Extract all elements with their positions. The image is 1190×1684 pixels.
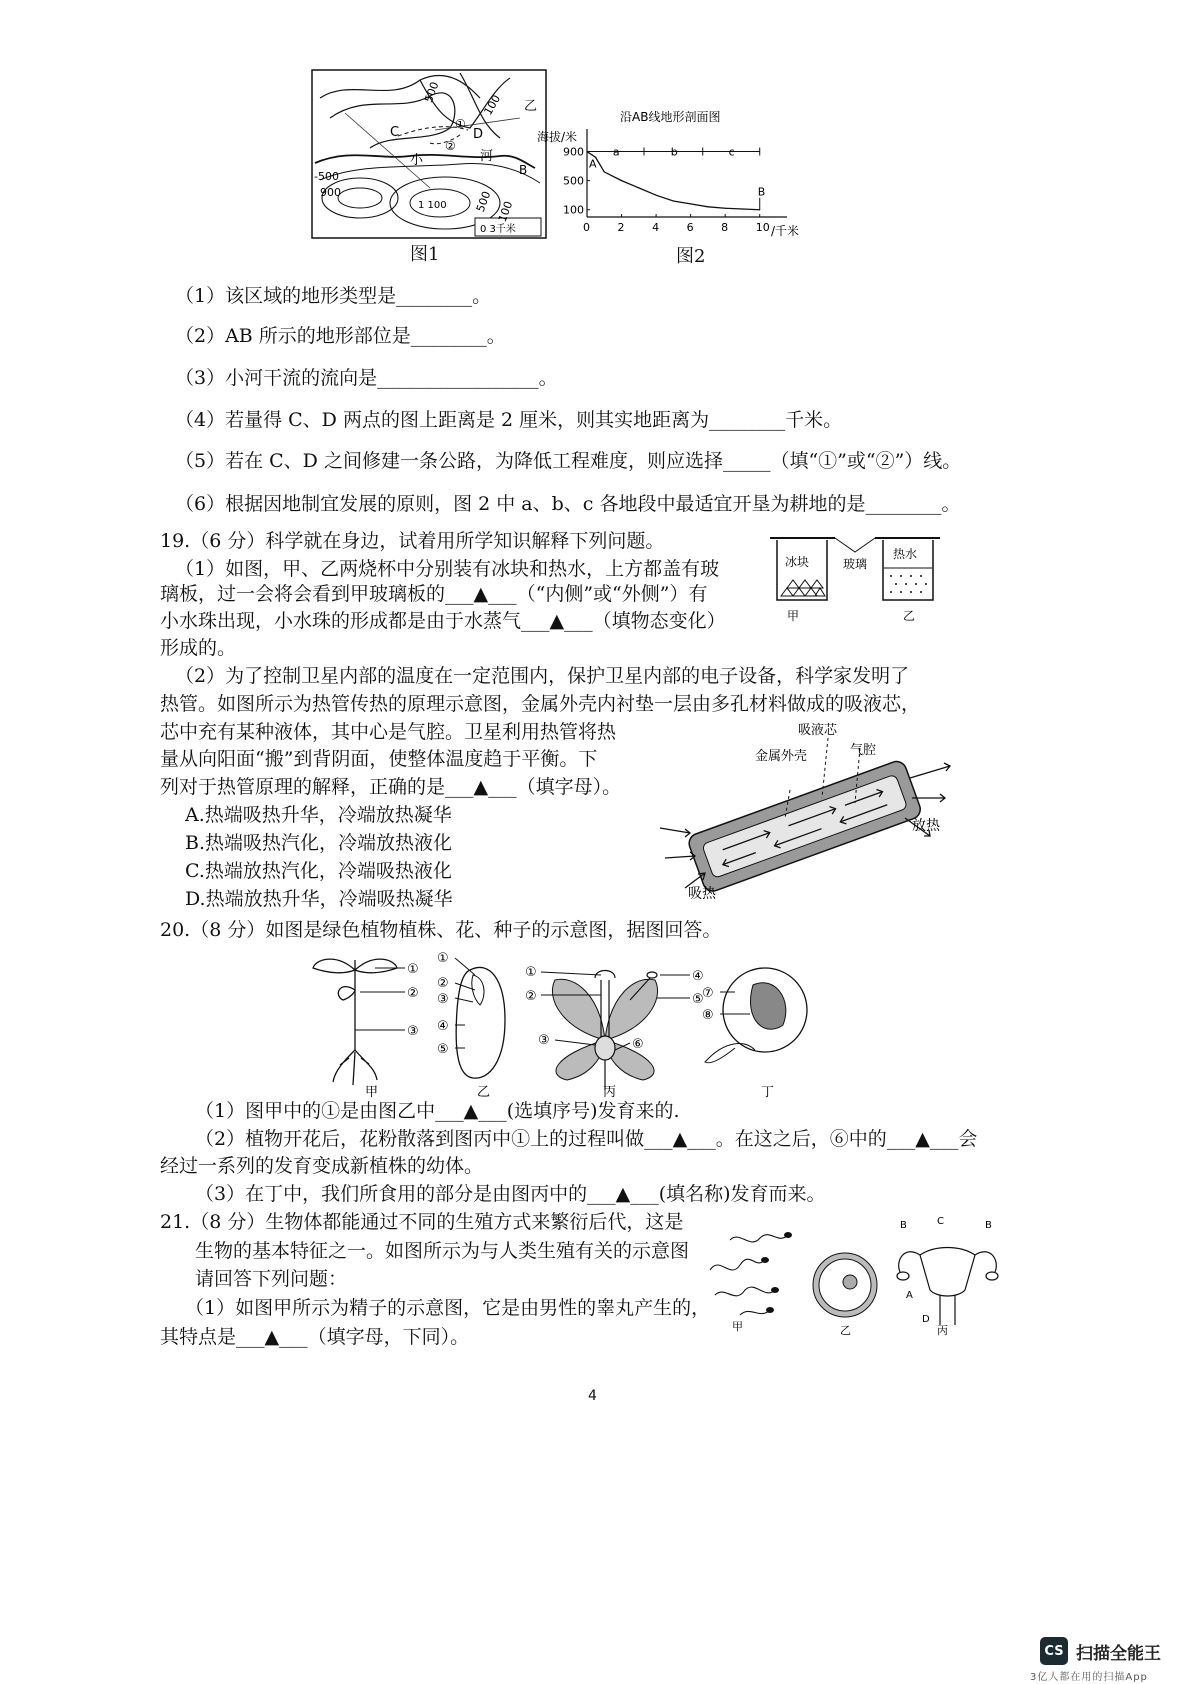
chart-ylabel: 海拔/米 bbox=[537, 130, 578, 144]
q19-option-c: C.热端放热汽化，冷端吸热液化 bbox=[185, 860, 452, 882]
chart-point bbox=[673, 200, 674, 201]
chart-y-tick-label: 900 bbox=[563, 145, 584, 159]
q20-part1: （1）图甲中的①是由图乙中___▲___(选填序号)发育来的. bbox=[195, 1100, 680, 1122]
chart-y-tick-label: 100 bbox=[563, 203, 584, 217]
q19-option-a: A.热端吸热升华，冷端放热凝华 bbox=[185, 804, 452, 826]
q21-line2: 生物的基本特征之一。如图所示为与人类生殖有关的示意图 bbox=[195, 1240, 690, 1262]
chart-segment-label: b bbox=[670, 145, 678, 159]
q18-part2: （2）AB 所示的地形部位是________。 bbox=[175, 325, 506, 347]
svg-text:B: B bbox=[900, 1220, 907, 1231]
heat-pipe-absorb-label: 吸热 bbox=[688, 886, 716, 902]
svg-text:②: ② bbox=[437, 976, 449, 991]
chart-x-tick-label: 6 bbox=[686, 221, 694, 234]
svg-text:⑦: ⑦ bbox=[702, 986, 714, 1001]
svg-text:④: ④ bbox=[437, 1019, 449, 1034]
figure-20-plant-diagrams bbox=[305, 940, 845, 1100]
q21-heading: 21.（8 分）生物体都能通过不同的生殖方式来繁衍后代，这是 bbox=[160, 1211, 684, 1233]
figure-19-beakers bbox=[765, 530, 945, 630]
q19-p2-line1: （2）为了控制卫星内部的温度在一定范围内，保护卫星内部的电子设备，科学家发明了 bbox=[175, 665, 910, 687]
chart-segment-label: a bbox=[612, 145, 620, 159]
fig1-river-2: 河 bbox=[480, 149, 494, 164]
svg-text:B: B bbox=[985, 1220, 992, 1231]
chart-point bbox=[638, 187, 639, 188]
fig1-label-circle1: ① bbox=[455, 117, 466, 131]
svg-text:④: ④ bbox=[692, 969, 704, 984]
q19-heading: 19.（6 分）科学就在身边，试着用所学知识解释下列问题。 bbox=[160, 530, 665, 552]
q21-line3: 请回答下列问题： bbox=[195, 1268, 348, 1290]
chart-x-tick-label: 0 bbox=[583, 221, 590, 234]
chart-point bbox=[725, 208, 726, 209]
q19-option-d: D.热端放热升华，冷端吸热凝华 bbox=[185, 888, 453, 910]
fig1-contour-500b: -500 bbox=[314, 170, 339, 183]
svg-text:①: ① bbox=[525, 965, 537, 980]
q20-part2-line2: 经过一系列的发育变成新植株的幼体。 bbox=[160, 1155, 484, 1177]
svg-text:③: ③ bbox=[407, 1024, 419, 1039]
fig20-yi-label: 乙 bbox=[477, 1085, 491, 1100]
chart-title: 沿AB线地形剖面图 bbox=[620, 110, 721, 124]
fig1-contour-500a: 500 bbox=[422, 80, 442, 105]
fig1-contour-500c: 500 bbox=[473, 189, 494, 214]
page-number: 4 bbox=[588, 1388, 597, 1404]
fig1-label-yi: 乙 bbox=[524, 99, 538, 114]
fig1-scale: 0 3千米 bbox=[480, 224, 516, 235]
q18-part4: （4）若量得 C、D 两点的图上距离是 2 厘米，则其实地距离为________千米。 bbox=[175, 409, 843, 431]
q19-p2-line4: 量从向阳面“搬”到背阴面，使整体温度趋于平衡。下 bbox=[160, 748, 598, 770]
chart-y-tick-label: 500 bbox=[563, 174, 584, 188]
chart-x-tick-label: 2 bbox=[617, 221, 625, 234]
fig1-river-1: 小 bbox=[410, 153, 424, 168]
figure-2-caption: 图2 bbox=[676, 246, 706, 267]
fig1-label-circle2: ② bbox=[445, 139, 456, 153]
fig21-bing-label: 丙 bbox=[937, 1324, 948, 1337]
fig20-jia-label: 甲 bbox=[365, 1085, 379, 1100]
svg-text:⑥: ⑥ bbox=[632, 1037, 644, 1052]
svg-text:⑤: ⑤ bbox=[437, 1042, 449, 1057]
chart-x-tick-label: 8 bbox=[721, 221, 729, 234]
fig1-contour-1100: 1 100 bbox=[418, 200, 447, 211]
chart-point bbox=[707, 206, 708, 207]
chart-segment-label: c bbox=[728, 145, 735, 159]
svg-text:①: ① bbox=[407, 962, 419, 977]
chart-xlabel: /千米 bbox=[771, 224, 800, 238]
fig1-label-c: C bbox=[390, 125, 400, 140]
q19-option-b: B.热端吸热汽化，冷端放热液化 bbox=[185, 832, 453, 854]
fig1-contour-900a: 900 bbox=[320, 186, 341, 199]
fig19-jia-label: 甲 bbox=[787, 609, 800, 623]
heat-pipe-shell-label: 金属外壳 bbox=[755, 749, 808, 764]
fig21-yi-label: 乙 bbox=[840, 1324, 851, 1337]
fig1-label-d: D bbox=[473, 127, 484, 142]
fig20-ding-label: 丁 bbox=[761, 1085, 775, 1100]
figure-19-heat-pipe bbox=[650, 718, 960, 908]
scanner-watermark bbox=[1040, 1637, 1161, 1665]
chart-point bbox=[655, 195, 656, 196]
chart-point bbox=[742, 208, 743, 209]
svg-text:A: A bbox=[906, 1290, 913, 1301]
q18-part1: （1）该区域的地形类型是________。 bbox=[175, 285, 492, 307]
q19-p1-line3: 小水珠出现，小水珠的形成都是由于水蒸气___▲___（填物态变化） bbox=[160, 610, 726, 632]
q19-p1-line4: 形成的。 bbox=[160, 637, 237, 659]
q21-line4: （1）如图甲所示为精子的示意图，它是由男性的睾丸产生的， bbox=[185, 1297, 711, 1319]
scanner-app-name: 扫描全能王 bbox=[1076, 1643, 1161, 1664]
q19-p2-line3: 芯中充有某种液体，其中心是气腔。卫星利用热管将热 bbox=[160, 721, 617, 743]
heat-pipe-cavity-label: 气腔 bbox=[850, 743, 877, 758]
fig1-contour-100c: 100 bbox=[495, 199, 516, 224]
svg-text:②: ② bbox=[525, 989, 537, 1004]
svg-text:③: ③ bbox=[538, 1033, 550, 1048]
q19-p1-line1: （1）如图，甲、乙两烧杯中分别装有冰块和热水，上方都盖有玻 bbox=[175, 558, 720, 580]
heat-pipe-wick-label: 吸液芯 bbox=[798, 723, 838, 738]
figure-1-caption: 图1 bbox=[410, 244, 440, 265]
figure-2-profile-chart bbox=[535, 105, 805, 240]
svg-text:①: ① bbox=[437, 951, 449, 966]
fig1-contour-100a: 100 bbox=[481, 92, 504, 118]
svg-text:D: D bbox=[922, 1314, 930, 1325]
fig19-glass-label: 玻璃 bbox=[843, 557, 868, 571]
chart-point bbox=[586, 151, 587, 152]
fig19-yi-label: 乙 bbox=[903, 609, 916, 623]
chart-point bbox=[621, 180, 622, 181]
fig19-ice-label: 冰块 bbox=[785, 555, 810, 569]
fig21-jia-label: 甲 bbox=[732, 1320, 743, 1333]
chart-point bbox=[690, 203, 691, 204]
fig20-bing-label: 丙 bbox=[603, 1085, 617, 1100]
cs-logo-icon: CS bbox=[1040, 1637, 1068, 1665]
svg-text:②: ② bbox=[407, 986, 419, 1001]
q19-p2-line5: 列对于热管原理的解释，正确的是___▲___（填字母）。 bbox=[160, 776, 622, 798]
scanner-app-tagline: 3亿人都在用的扫描App bbox=[1030, 1672, 1148, 1683]
q18-part3: （3）小河干流的流向是_________________。 bbox=[175, 367, 558, 389]
fig19-hotwater-label: 热水 bbox=[893, 547, 918, 561]
svg-text:C: C bbox=[937, 1216, 944, 1227]
chart-label-a: A bbox=[589, 157, 597, 171]
svg-text:③: ③ bbox=[437, 992, 449, 1007]
svg-text:⑤: ⑤ bbox=[692, 992, 704, 1007]
q20-heading: 20.（8 分）如图是绿色植物植株、花、种子的示意图，据图回答。 bbox=[160, 919, 722, 941]
q20-part2-line1: （2）植物开花后，花粉散落到图丙中①上的过程叫做___▲___。在这之后，⑥中的___▲___会 bbox=[195, 1128, 978, 1150]
svg-text:⑧: ⑧ bbox=[702, 1008, 714, 1023]
fig1-label-b: B bbox=[519, 163, 528, 177]
heat-pipe-release-label: 放热 bbox=[912, 818, 940, 834]
q18-part5: （5）若在 C、D 之间修建一条公路，为降低工程难度，则应选择_____（填“①”或“②”）线。 bbox=[175, 450, 962, 472]
figure-21-reproduction-diagrams bbox=[700, 1210, 1010, 1340]
q19-p2-line2: 热管。如图所示为热管传热的原理示意图，金属外壳内衬垫一层由多孔材料做成的吸液芯， bbox=[160, 693, 921, 715]
chart-x-tick-label: 10 bbox=[755, 221, 770, 234]
chart-x-tick-label: 4 bbox=[652, 221, 660, 234]
chart-label-b: B bbox=[757, 185, 766, 199]
q21-line5: 其特点是___▲___（填字母，下同）。 bbox=[160, 1326, 470, 1348]
chart-point bbox=[604, 171, 605, 172]
q18-part6: （6）根据因地制宜发展的原则，图 2 中 a、b、c 各地段中最适宜开垦为耕地的是________。 bbox=[175, 493, 961, 515]
q19-p1-line2: 璃板，过一会将会看到甲玻璃板的___▲___（“内侧”或“外侧”）有 bbox=[160, 583, 708, 605]
q20-part3: （3）在丁中，我们所食用的部分是由图丙中的___▲___(填名称)发育而来。 bbox=[195, 1183, 826, 1205]
figure-1-contour-map bbox=[310, 68, 550, 248]
